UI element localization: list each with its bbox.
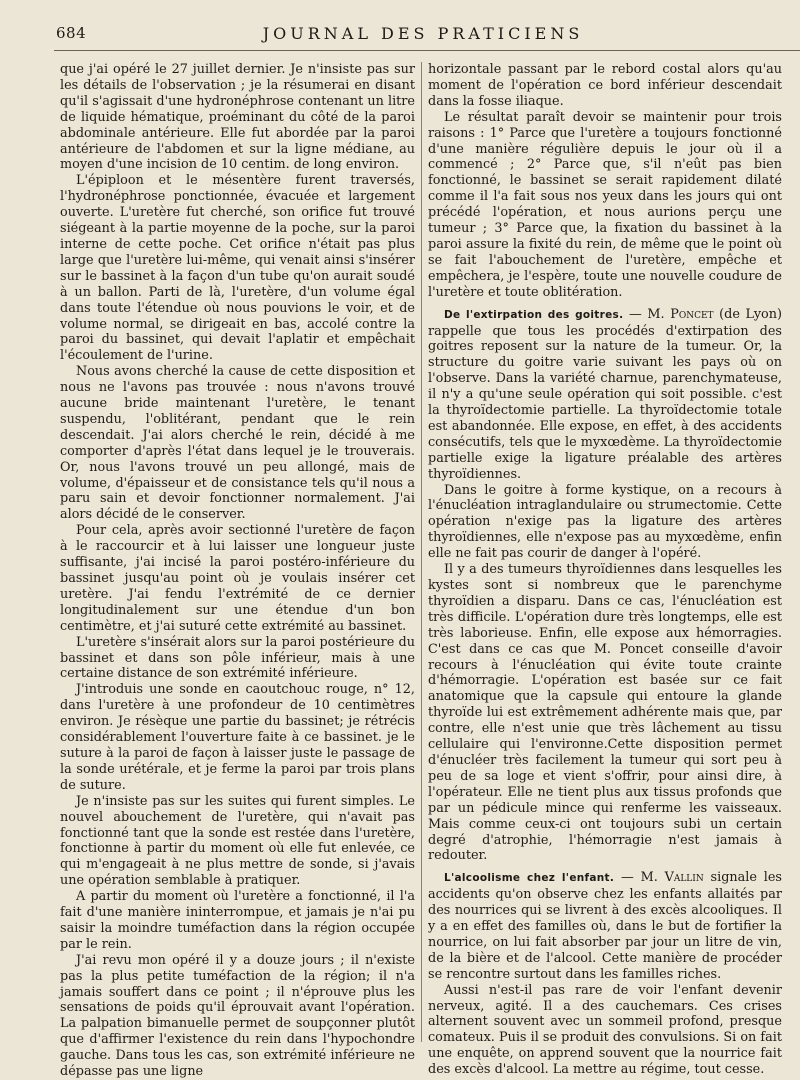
page-number: 684 <box>56 24 87 42</box>
section-goitres <box>428 307 782 483</box>
right-column <box>428 62 782 1078</box>
section-rubric: De l'extirpation des goitres. <box>444 308 624 321</box>
paragraph: Je n'insiste pas sur les suites qui furent simples. Le nouvel abouchement de l'uretère, qui n'avait pas fonctionné tant que la sonde est restée dans l'uretère, fonctionne à partir du moment où elle fut enlevée, ce qui m'engageait à ne plus mettre de sonde, si j'avais une opération semblable à pratiquer. <box>60 793 415 889</box>
paragraph: Il y a des tumeurs thyroïdiennes dans lesquelles les kystes sont si nombreux que le parenchyme thyroïdien a disparu. Dans ce cas, l'énucléation est très difficile. L'opération dure très longtemps, elle est très laborieuse. Enfin, elle expose aux hémorragies. C'est dans ce cas que M. Poncet conseille d'avoir recours à l'énucléation qui évite toute crainte d'hémorragie. L'opération est basée sur ce fait anatomique que la capsule qui entoure la glande thyroïde lui est extrêmement adhérente mais que, par contre, elle n'est unie que très lâchement au tissu cellulaire qui l'environne.Cette disposition permet d'énucléer très facilement la tumeur qui sort peu à peu de sa loge et vient s'offrir, pour ainsi dire, à l'opérateur. Elle ne tient plus aux tissus profonds que par un pédicule mince qui renferme les vaisseaux. Mais comme ceux-ci ont toujours subi un certain degré d'atrophie, l'hémorragie n'est jamais à redouter. <box>428 562 782 864</box>
section-alcoolisme <box>428 870 782 982</box>
left-column <box>60 62 415 1080</box>
paragraph: L'épiploon et le mésentère furent traversés, l'hydronéphrose ponctionnée, évacuée et largement ouverte. L'uretère fut cherché, son orifice fut trouvé siégeant à la partie moyenne de la poche, sur la paroi interne de cette poche. Cet orifice n'était pas plus large que l'uretère lui-même, qui venait ainsi s'insérer sur le bassinet à la façon d'un tube qu'on aurait soudé à un ballon. Parti de là, l'uretère, d'un volume égal dans toute l'étendue où nous pouvions le voir, et de volume normal, se dirigeait en bas, accolé contre la paroi du bassinet, qui devait l'aplatir et empêchait l'écoulement de l'urine. <box>60 173 415 364</box>
paragraph: Nous avons cherché la cause de cette disposition et nous ne l'avons pas trouvée : nous n'avons trouvé aucune bride maintenant l'uretère, le tenant suspendu, l'oblitérant, pendant que le rein descendait. J'ai alors cherché le rein, décidé à me comporter d'après l'état dans lequel je le trouverais. Or, nous l'avons trouvé un peu allongé, mais de volume, d'épaisseur et de consistance tels qu'il nous a paru sain et devoir fonctionner normalement. J'ai alors décidé de le conserver. <box>60 364 415 523</box>
author-name: Vallin <box>664 870 704 886</box>
section-intro: (de Lyon) rappelle que tous les procédés d'extirpation des goitres reposent sur la nature de la tumeur. Or, la structure du goitre varie suivant les pays où on l'observe. Dans la variété charnue, parenchymateuse, il n'y a qu'une seule opération qui soit possible. c'est la thyroïdectomie partielle. La thyroïdectomie totale est abandonnée. Elle expose, en effet, à des accidents consécutifs, tels que le myxœdème. La thyroïdectomie partielle exige la ligature préalable des artères thyroïdiennes. <box>428 306 782 482</box>
journal-title: JOURNAL DES PRATICIENS <box>262 24 584 43</box>
header-rule <box>54 50 800 51</box>
paragraph: J'ai revu mon opéré il y a douze jours ; il n'existe pas la plus petite tuméfaction de la région; il n'a jamais souffert dans ce point ; il n'éprouve plus les sensations de poids qu'il éprouvait avant l'opération. La palpation bimanuelle permet de soupçonner plutôt que d'affirmer l'existence du rein dans l'hypochondre gauche. Dans tous les cas, son extrémité inférieure ne dépasse pas une ligne <box>60 952 415 1080</box>
paragraph: Dans le goitre à forme kystique, on a recours à l'énucléation intraglandulaire ou strumectomie. Cette opération n'exige pas la ligature des artères thyroïdiennes, elle n'expose pas au myxœdème, enfin elle ne fait pas courir de danger à l'opéré. <box>428 482 782 562</box>
author-name: Poncet <box>670 306 714 322</box>
paragraph: horizontale passant par le rebord costal alors qu'au moment de l'opération ce bord inférieur descendait dans la fosse iliaque. <box>428 62 782 109</box>
author-prefix: — M. <box>623 306 671 322</box>
section-rubric: L'alcoolisme chez l'enfant. <box>444 872 615 885</box>
paragraph: L'uretère s'insérait alors sur la paroi postérieure du bassinet et dans son pôle inférieur, mais à une certaine distance de son extrémité inférieure. <box>60 634 415 682</box>
column-divider <box>421 62 422 1042</box>
paragraph: J'introduis une sonde en caoutchouc rouge, n° 12, dans l'uretère à une profondeur de 10 centimètres environ. Je résèque une partie du bassinet; je rétrécis considérablement l'ouverture faite à ce bassinet. je le suture à la paroi de façon à laisser juste le passage de la sonde urétérale, et je ferme la paroi par trois plans de suture. <box>60 682 415 793</box>
paragraph: A partir du moment où l'uretère a fonctionné, il l'a fait d'une manière ininterrompue, et jamais je n'ai pu saisir la moindre tuméfaction dans la région occupée par le rein. <box>60 889 415 952</box>
paragraph: Aussi n'est-il pas rare de voir l'enfant devenir nerveux, agité. Il a des cauchemars. Ces crises alternent souvent avec un sommeil profond, presque comateux. Puis il se produit des convulsions. Si on fait une enquête, on apprend souvent que la nourrice fait des excès d'alcool. La mettre au régime, tout cesse. <box>428 982 782 1078</box>
section-intro: signale les accidents qu'on observe chez les enfants allaités par des nourrices qui se livrent à des excès alcooliques. Il y a en effet des familles où, dans le but de fortifier la nourrice, on lui fait absorber par jour un litre de vin, de la bière et de l'alcool. Cette manière de procéder se rencontre surtout dans les familles riches. <box>428 870 782 982</box>
author-prefix: — M. <box>614 870 665 886</box>
page-header <box>56 22 790 44</box>
paragraph: Le résultat paraît devoir se maintenir pour trois raisons : 1° Parce que l'uretère a toujours fonctionné d'une manière régulière depuis le jour où il a commencé ; 2° Parce que, s'il n'eût pas bien fonctionné, le bassinet se serait rapidement dilaté comme il l'a fait sous nos yeux dans les jours qui ont précédé l'opération, et nous aurions perçu une tumeur ; 3° Parce que, la fixation du bassinet à la paroi assure la fixité du rein, de même que le point où se fait l'abouchement de l'uretère, empêche et empêchera, je l'espère, toute une nouvelle coudure de l'uretère et toute oblitération. <box>428 109 782 300</box>
paragraph: que j'ai opéré le 27 juillet dernier. Je n'insiste pas sur les détails de l'observation ; je la résumerai en disant qu'il s'agissait d'une hydronéphrose contenant un litre de liquide hématique, proéminant du côté de la paroi abdominale antérieure. Elle fut abordée par la paroi antérieure de l'abdomen et sur la ligne médiane, au moyen d'une incision de 10 centim. de long environ. <box>60 62 415 173</box>
paragraph: Pour cela, après avoir sectionné l'uretère de façon à le raccourcir et à lui laisser une longueur juste suffisante, j'ai incisé la paroi postéro-inférieure du bassinet jusqu'au point où je voulais insérer cet uretère. J'ai fendu l'extrémité de ce dernier longitudinalement sur une étendue d'un bon centimètre, et j'ai suturé cette extrémité au bassinet. <box>60 523 415 634</box>
